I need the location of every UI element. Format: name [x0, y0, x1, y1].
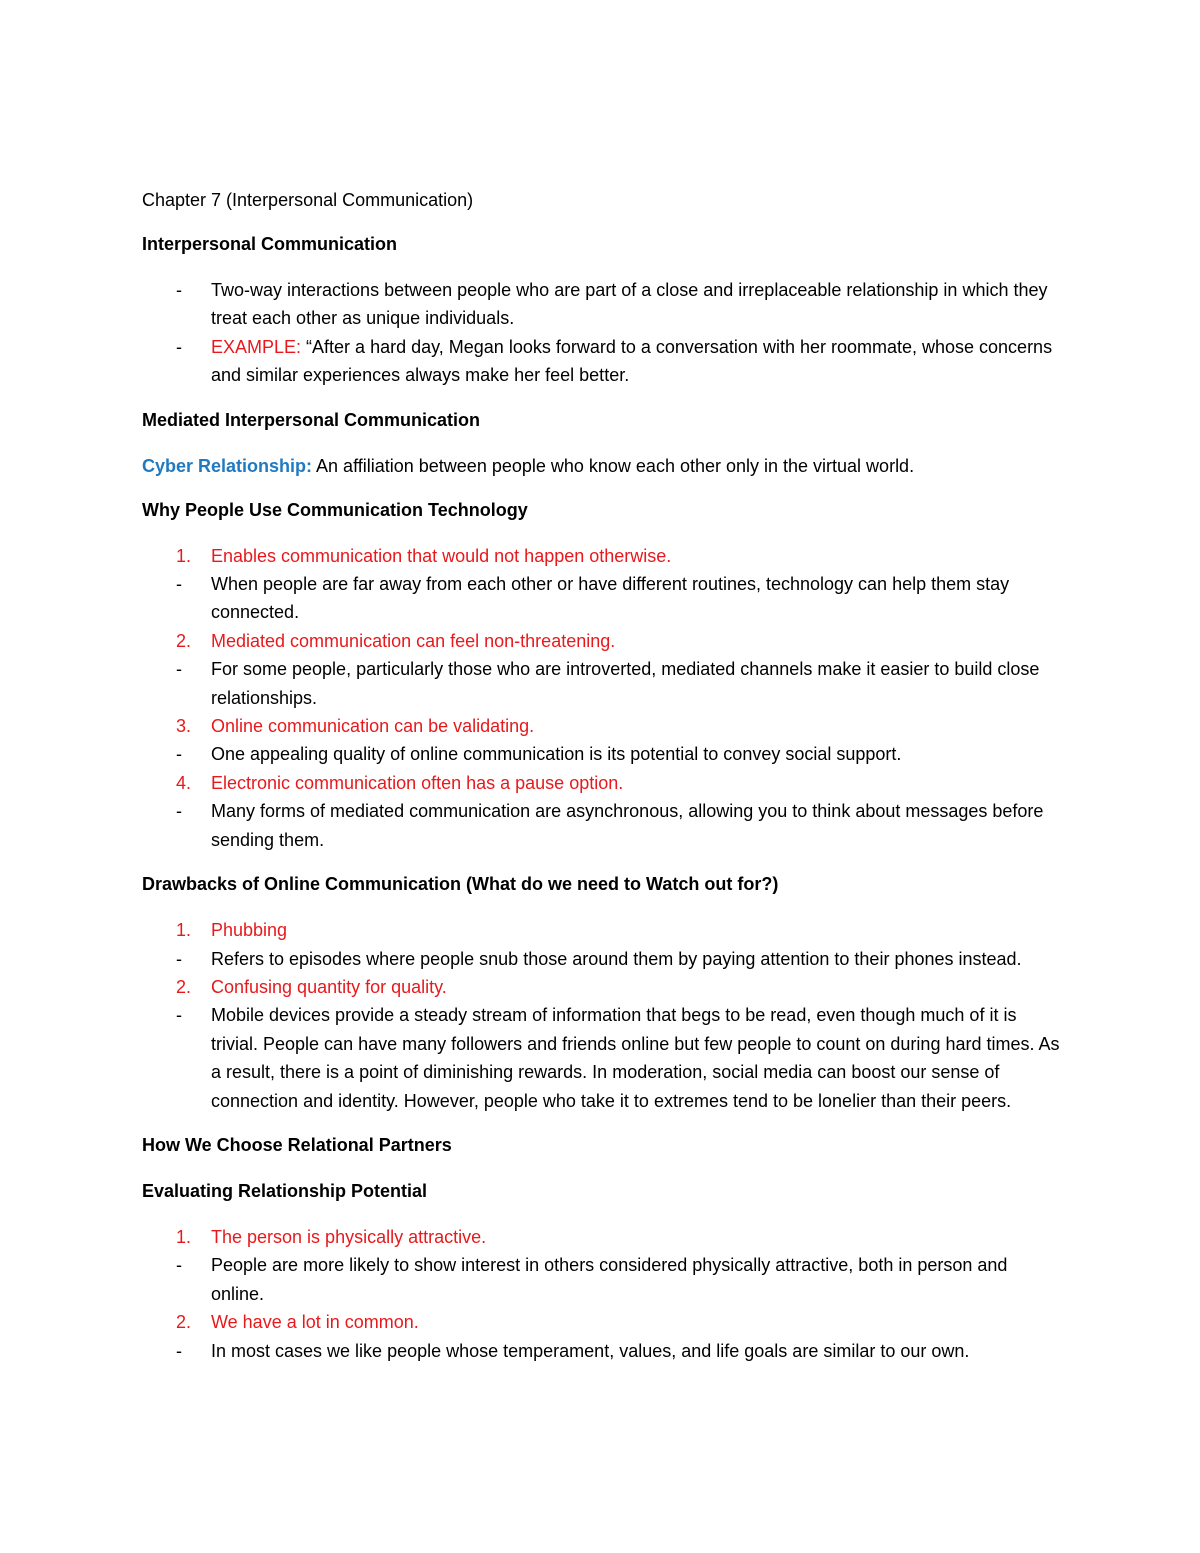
item-desc: One appealing quality of online communication is its potential to convey social support. [211, 744, 902, 765]
dash-marker: - [176, 948, 182, 969]
dash-marker: - [176, 744, 182, 765]
example-text: “After a hard day, Megan looks forward to a conversation with her roommate, whose concerns and similar experiences always make her feel better. [211, 336, 1053, 386]
dash-marker: - [176, 1340, 182, 1361]
list-item [142, 973, 1062, 1001]
dash-marker: - [176, 1255, 182, 1276]
number-marker: 3. [176, 716, 192, 737]
list-item [142, 542, 1062, 570]
cyber-relationship-definition [142, 452, 1062, 480]
number-marker: 4. [176, 772, 192, 793]
number-marker: 1. [176, 545, 192, 566]
item-desc: In most cases we like people whose temperament, values, and life goals are similar to our own. [211, 1340, 970, 1361]
list-item [142, 712, 1062, 740]
number-marker: 2. [176, 1312, 192, 1333]
list-item [142, 769, 1062, 797]
item-desc: When people are far away from each other or have different routines, technology can help them stay connected. [211, 574, 1010, 623]
interpersonal-list [142, 276, 1062, 390]
item-title: Confusing quantity for quality. [211, 976, 447, 997]
list-item [142, 333, 1062, 390]
term-label: Cyber Relationship: [142, 455, 313, 476]
dash-marker: - [176, 280, 182, 300]
heading-choose-partners: How We Choose Relational Partners [142, 1134, 452, 1155]
item-title: The person is physically attractive. [211, 1226, 487, 1247]
item-desc: People are more likely to show interest in others considered physically attractive, both in person and online. [211, 1255, 1008, 1304]
list-item [142, 655, 1062, 712]
list-item [142, 916, 1062, 944]
item-desc: Mobile devices provide a steady stream of information that begs to be read, even though much of it is trivial. People can have many followers and friends online but few people to count on during hard times. As a result, there is a point of diminishing rewards. In moderation, social media can boost our sense of connection and identity. However, people who take it to extremes tend to be lonelier than their peers. [211, 1005, 1060, 1111]
item-desc: Many forms of mediated communication are asynchronous, allowing you to think about messages before sending them. [211, 801, 1044, 850]
item-desc: Refers to episodes where people snub those around them by paying attention to their phones instead. [211, 948, 1022, 969]
item-title: Electronic communication often has a pause option. [211, 772, 624, 793]
list-item [142, 797, 1062, 854]
item-title: Mediated communication can feel non-threatening. [211, 630, 616, 651]
heading-mediated-communication: Mediated Interpersonal Communication [142, 409, 481, 430]
item-title: Online communication can be validating. [211, 716, 535, 737]
list-item [142, 1223, 1062, 1251]
item-title: Enables communication that would not happen otherwise. [211, 545, 672, 566]
list-item [142, 1308, 1062, 1336]
list-item [142, 1337, 1062, 1365]
list-item [142, 627, 1062, 655]
document-content [142, 186, 1062, 1381]
list-item [142, 740, 1062, 768]
list-item [142, 570, 1062, 627]
dash-marker: - [176, 801, 182, 822]
list-item [142, 276, 1062, 333]
heading-evaluating-potential: Evaluating Relationship Potential [142, 1180, 428, 1201]
dash-marker: - [176, 659, 182, 680]
list-item [142, 945, 1062, 973]
number-marker: 2. [176, 976, 192, 997]
why-list [142, 542, 1062, 854]
evaluating-list [142, 1223, 1062, 1365]
number-marker: 2. [176, 630, 192, 651]
drawbacks-list [142, 916, 1062, 1115]
term-definition: An affiliation between people who know each other only in the virtual world. [312, 455, 915, 476]
number-marker: 1. [176, 920, 192, 941]
list-item [142, 1001, 1062, 1115]
item-desc: For some people, particularly those who are introverted, mediated channels make it easier to build close relationships. [211, 659, 1040, 708]
item-title: Phubbing [211, 920, 288, 941]
dash-marker: - [176, 574, 182, 595]
dash-marker: - [176, 1005, 182, 1026]
heading-interpersonal-communication: Interpersonal Communication [142, 234, 398, 254]
item-title: We have a lot in common. [211, 1312, 419, 1333]
example-label: EXAMPLE: [211, 336, 302, 357]
heading-drawbacks: Drawbacks of Online Communication (What do we need to Watch out for?) [142, 874, 779, 895]
definition-text: Two-way interactions between people who are part of a close and irreplaceable relationship in which they treat each other as unique individuals. [211, 280, 1048, 329]
heading-why-people-use: Why People Use Communication Technology [142, 499, 528, 520]
dash-marker: - [176, 336, 182, 357]
document-title: Chapter 7 (Interpersonal Communication) [142, 190, 474, 210]
list-item [142, 1251, 1062, 1308]
number-marker: 1. [176, 1226, 192, 1247]
